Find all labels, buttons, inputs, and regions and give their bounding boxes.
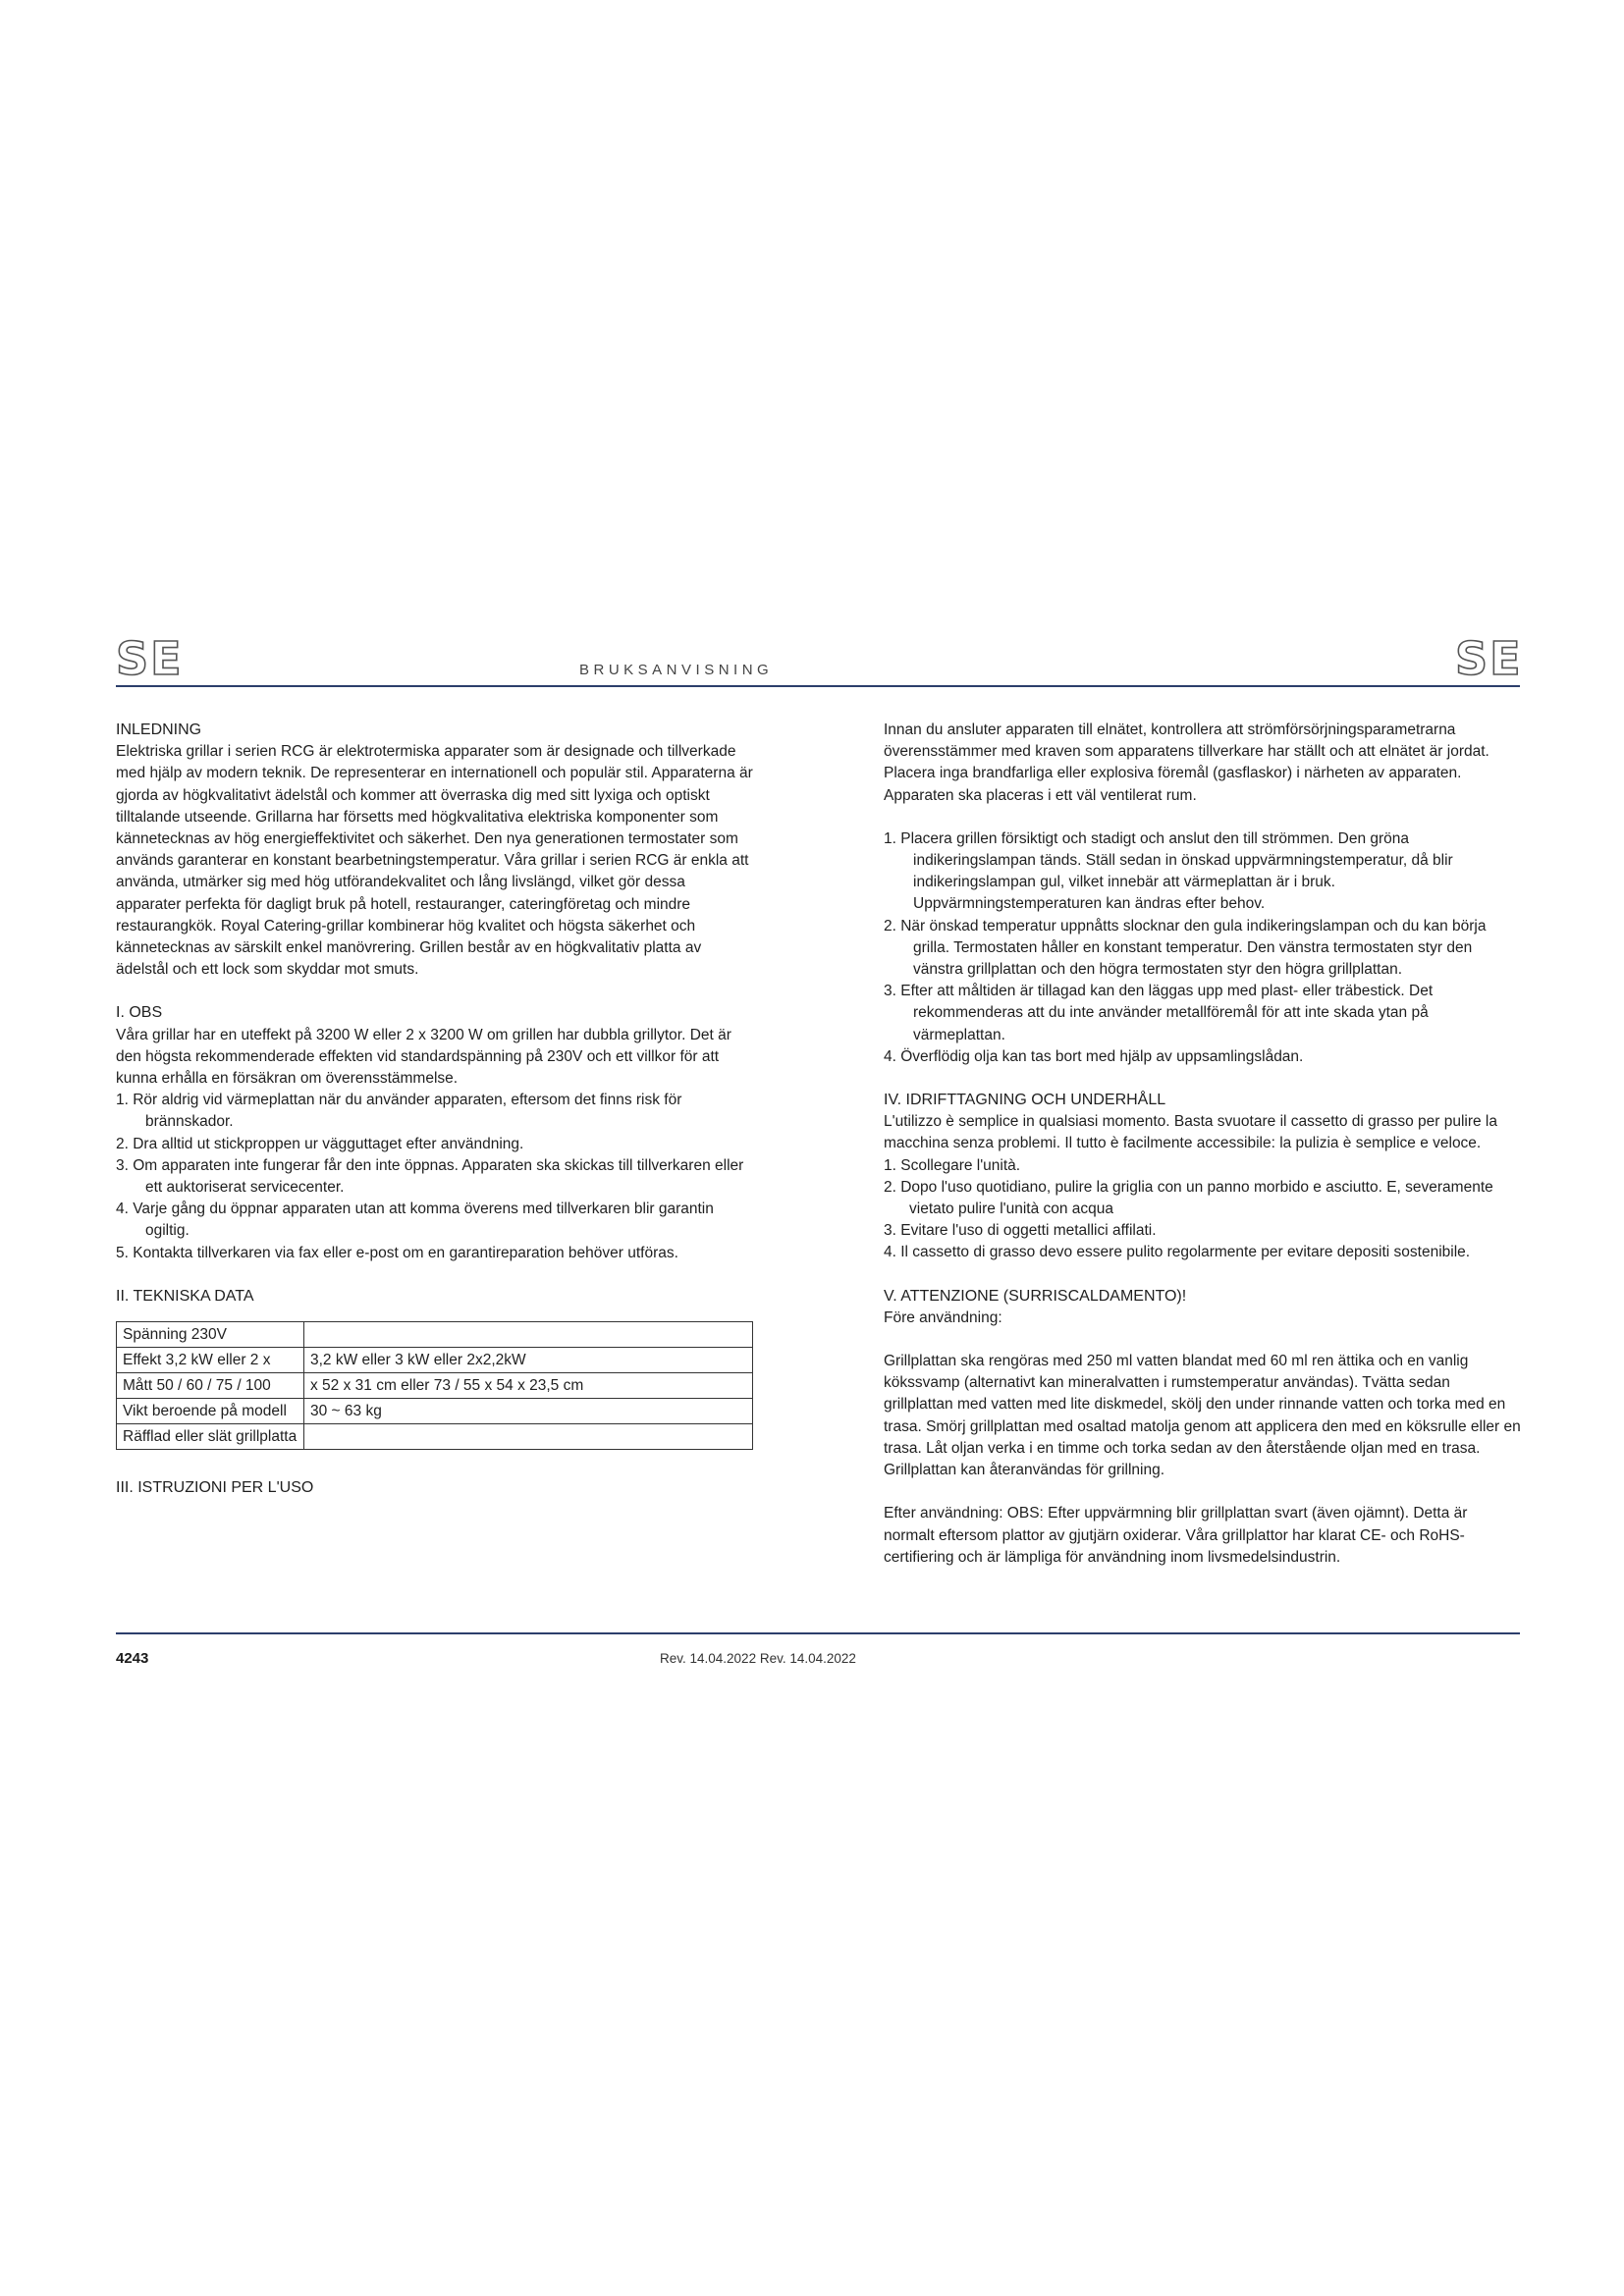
list-item: 4. Varje gång du öppnar apparaten utan att komma överens med tillverkaren blir garantin ogiltig. [116, 1201, 714, 1240]
list-item: 4. Il cassetto di grasso devo essere pulito regolarmente per evitare depositi sostenibile. [884, 1244, 1471, 1261]
maintenance-text: L'utilizzo è semplice in qualsiasi momento. Basta svuotare il cassetto di grasso per pulire la macchina senza problemi. Il tutto è facilmente accessibile: la pulizia è semplice e veloce. [884, 1113, 1497, 1152]
table-row [117, 1399, 753, 1424]
header-divider [116, 685, 1520, 687]
obs-heading: I. OBS [116, 1004, 163, 1022]
se-logo-right: SE [1455, 632, 1523, 685]
tech-heading: II. TEKNISKA DATA [116, 1287, 254, 1305]
table-cell-value [304, 1322, 753, 1348]
list-item: 2. Dra alltid ut stickproppen ur vägguttaget efter användning. [116, 1135, 524, 1152]
table-row [117, 1322, 753, 1348]
table-cell-key: Mått 50 / 60 / 75 / 100 [117, 1373, 304, 1399]
page-number: 4243 [116, 1650, 149, 1667]
table-row [117, 1348, 753, 1373]
right-column [884, 720, 1522, 1569]
maintenance-list [884, 1155, 1522, 1264]
table-cell-value [304, 1424, 753, 1450]
list-item: 1. Placera grillen försiktigt och stadigt och anslut den till strömmen. Den gröna indikeringslampan tänds. Ställ sedan in önskad uppvärmningstemperatur, då blir indikeringslampan gul, vilket innebär att värmeplattan är i bruk. Uppvärmningstemperaturen kan ändras efter behov. [884, 829, 1453, 913]
table-cell-value: 30 ~ 63 kg [304, 1399, 753, 1424]
list-item: 3. Om apparaten inte fungerar får den inte öppnas. Apparaten ska skickas till tillverkaren eller ett auktoriserat servicecenter. [116, 1156, 744, 1197]
warning-subheading: Före användning: [884, 1308, 1002, 1326]
warning-text: Grillplattan ska rengöras med 250 ml vatten blandat med 60 ml ren ättika och en vanlig kökssvamp (alternativt kan mineralvatten i rumstemperatur användas). Tvätta sedan grillplattan med vatten med lite diskmedel, skölj den under rinnande vatten och torka med en trasa. Smörj grillplattan med osaltad matolja genom att applicera den med en köksrulle eller en trasa. Låt oljan verka i en timme och torka sedan av den återstående oljan med en trasa. Grillplattan kan återanvändas för grillning. [884, 1353, 1521, 1479]
table-cell-value: 3,2 kW eller 3 kW eller 2x2,2kW [304, 1348, 753, 1373]
revision-text: Rev. 14.04.2022 Rev. 14.04.2022 [660, 1651, 856, 1666]
list-item: 2. När önskad temperatur uppnåtts slocknar den gula indikeringslampan och du kan börja grilla. Termostaten håller en konstant temperatur. Den vänstra termostaten styr den vänstra grillplattan och den högra termostaten styr den högra grillplattan. [884, 917, 1487, 979]
list-item: 4. Överflödig olja kan tas bort med hjälp av uppsamlingslådan. [884, 1047, 1304, 1065]
table-cell-key: Vikt beroende på modell [117, 1399, 304, 1424]
page-header-title: BRUKSANVISNING [579, 662, 774, 678]
after-use-text: Efter användning: OBS: Efter uppvärmning blir grillplattan svart (även ojämnt). Detta är normalt eftersom plattor av gjutjärn oxiderar. Våra grillplattor har klarat CE- och RoHS-certifiering och är lämpliga för användning inom livsmedelsindustrin. [884, 1505, 1468, 1566]
se-logo-left: SE [116, 632, 184, 685]
footer-divider [116, 1632, 1520, 1634]
usage-list [884, 828, 1522, 1068]
table-row [117, 1424, 753, 1450]
obs-text: Våra grillar har en uteffekt på 3200 W eller 2 x 3200 W om grillen har dubbla grillytor. Det är den högsta rekommenderade effekten vid standardspänning på 230V och ett villkor för att kunna erhålla en försäkran om överensstämmelse. [116, 1026, 731, 1088]
table-cell-key: Spänning 230V [117, 1322, 304, 1348]
list-item: 1. Scollegare l'unità. [884, 1156, 1021, 1174]
intro-text: Elektriska grillar i serien RCG är elektrotermiska apparater som är designade och tillverkade med hjälp av modern teknik. De representerar en internationell och populär stil. Apparaterna är gjorda av högkvalitativt ädelstål och kommer att överraska dig med sitt lyxiga och optiskt tilltalande utseende. Grillarna har försetts med högkvalitativa elektriska komponenter som kännetecknas av hög energieffektivitet och säkerhet. Den nya generationen termostater som används garanterar en konstant bearbetningstemperatur. Våra grillar i serien RCG är enkla att använda, utmärker sig med hög utförandekvalitet och lång livslängd, vilket gör dessa apparater perfekta för dagligt bruk på hotell, restauranger, cateringföretag och mindre restaurangkök. Royal Catering-grillar kombinerar hög kvalitet och högsta säkerhet och kännetecknas av särskilt enkel manövrering. Grillen består av en högkvalitativ platta av ädelstål och ett lock som skyddar mot smuts. [116, 743, 753, 979]
table-row [117, 1373, 753, 1399]
connect-text: Innan du ansluter apparaten till elnätet, kontrollera att strömförsörjningsparametrarna överensstämmer med kraven som apparatens tillverkare har ställt och att elnätet är jordat. Placera inga brandfarliga eller explosiva föremål (gasflaskor) i närheten av apparaten. Apparaten ska placeras i ett väl ventilerat rum. [884, 721, 1489, 804]
list-item: 1. Rör aldrig vid värmeplattan när du använder apparaten, eftersom det finns risk för brännskador. [116, 1092, 682, 1131]
list-item: 3. Efter att måltiden är tillagad kan den läggas upp med plast- eller träbestick. Det rekommenderas att du inte använder metallföremål för att inte skada ytan på värmeplattan. [884, 983, 1434, 1043]
maintenance-heading: IV. IDRIFTTAGNING OCH UNDERHÅLL [884, 1092, 1166, 1109]
warning-heading: V. ATTENZIONE (SURRISCALDAMENTO)! [884, 1287, 1187, 1305]
list-item: 2. Dopo l'uso quotidiano, pulire la griglia con un panno morbido e asciutto. E, severamente vietato pulire l'unità con acqua [884, 1178, 1493, 1218]
usage-heading: III. ISTRUZIONI PER L'USO [116, 1479, 314, 1497]
intro-heading: INLEDNING [116, 721, 202, 738]
tech-data-table [116, 1321, 753, 1450]
list-item: 3. Evitare l'uso di oggetti metallici affilati. [884, 1222, 1157, 1240]
table-cell-key: Räfflad eller slät grillplatta [117, 1424, 304, 1450]
list-item: 5. Kontakta tillverkaren via fax eller e-post om en garantireparation behöver utföras. [116, 1244, 678, 1261]
left-column [116, 720, 754, 1499]
obs-list [116, 1090, 754, 1264]
table-cell-key: Effekt 3,2 kW eller 2 x [117, 1348, 304, 1373]
table-cell-value: x 52 x 31 cm eller 73 / 55 x 54 x 23,5 cm [304, 1373, 753, 1399]
